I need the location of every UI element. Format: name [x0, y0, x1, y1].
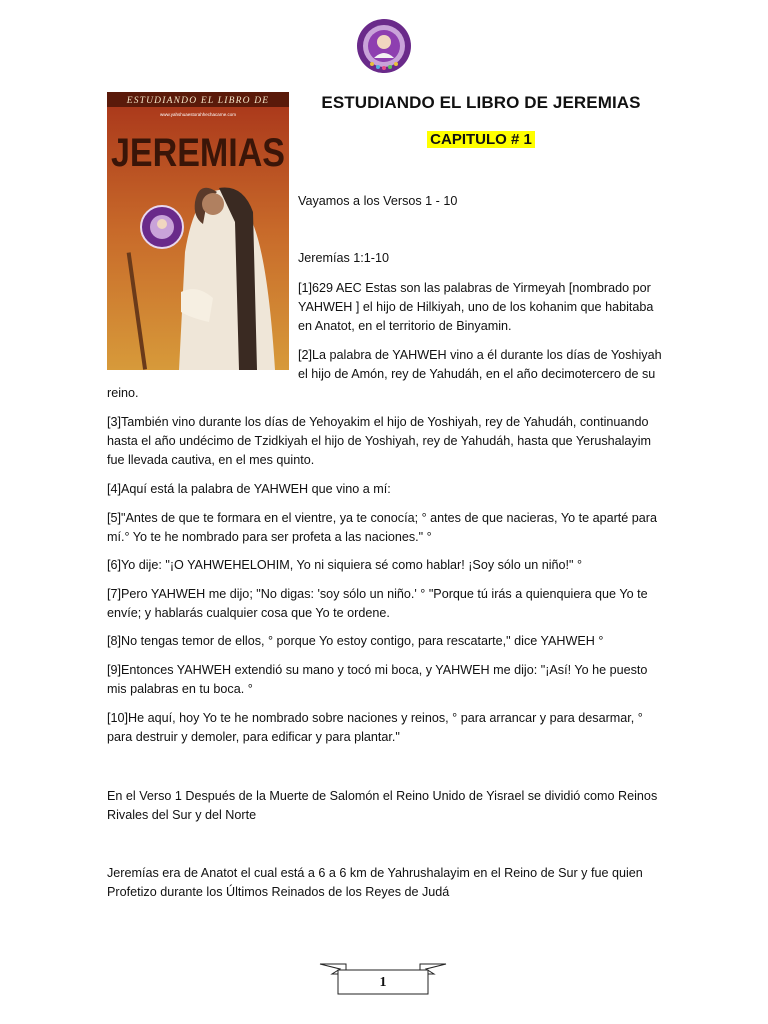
chapter-heading: CAPITULO # 1: [427, 131, 535, 148]
chapter-heading-wrap: [296, 131, 666, 149]
verse-8: [8]No tengas temor de ellos, ° porque Yo estoy contigo, para rescatarte," dice YAHWEH °: [107, 634, 604, 648]
page-number: 1: [379, 975, 387, 990]
page-title: ESTUDIANDO EL LIBRO DE JEREMIAS: [321, 93, 641, 112]
verse-5: [5]"Antes de que te formara en el vientre, ya te conocía; ° antes de que nacieras, Yo te aparté para mí.° Yo te he nombrado para ser profeta a las naciones." °: [107, 511, 657, 544]
reference-text: Jeremías 1:1-10: [298, 251, 389, 265]
cover-wrap-space: [107, 346, 298, 372]
ministry-seal-icon: [356, 18, 412, 74]
verse-10: [10]He aquí, hoy Yo te he nombrado sobre naciones y reinos, ° para arrancar y para desarmar, ° para destruir y demoler, para edificar y para plantar.": [107, 711, 643, 744]
intro-text: Vayamos a los Versos 1 - 10: [298, 194, 458, 208]
verse-3: [3]También vino durante los días de Yehoyakim el hijo de Yoshiyah, rey de Yahudáh, continuando hasta el año undécimo de Tzidkiyah el hijo de Yoshiyah, rey de Yahudáh, hasta que Yerushalayim fue llevada cautiva, en el mes quinto.: [107, 415, 652, 467]
book-cover-image: [107, 92, 289, 370]
verse-4: [4]Aquí está la palabra de YAHWEH que vino a mí:: [107, 482, 391, 496]
note-1: En el Verso 1 Después de la Muerte de Salomón el Reino Unido de Yisrael se dividió como Reinos Rivales del Sur y del Norte: [107, 789, 658, 822]
verse-2-flow: [107, 346, 665, 403]
cover-big-title: JEREMIAS: [111, 131, 285, 175]
verse-6: [6]Yo dije: "¡O YAHWEHELOHIM, Yo ni siquiera sé como hablar! ¡Soy sólo un niño!" °: [107, 558, 583, 572]
page-number-banner: [318, 958, 448, 996]
note-2: Jeremías era de Anatot el cual está a 6 a 6 km de Yahrushalayim en el Reino de Sur y fue quien Profetizo durante los Últimos Reinados de los Reyes de Judá: [107, 866, 643, 899]
cover-top-text: ESTUDIANDO EL LIBRO DE: [126, 96, 270, 106]
verse-1: [1]629 AEC Estas son las palabras de Yirmeyah [nombrado por YAHWEH ] el hijo de Hilkiyah, uno de los kohanim que habitaba en Anatot, en el territorio de Binyamin.: [298, 281, 654, 333]
cover-url-text: www.yahshuaestorahhechacarne.com: [159, 112, 237, 117]
verse-9: [9]Entonces YAHWEH extendió su mano y tocó mi boca, y YAHWEH me dijo: "¡Así! Yo he puesto mis palabras en tu boca. °: [107, 663, 648, 696]
verse-7: [7]Pero YAHWEH me dijo; "No digas: 'soy sólo un niño.' ° "Porque tú irás a quienquiera que Yo te envíe; y hablarás cualquier cosa que Yo te ordene.: [107, 587, 648, 620]
verse-2: [2]La palabra de YAHWEH vino a él durante los días de Yoshiyah el hijo de Amón, rey de Yahudáh, en el año decimotercero de su reino.: [107, 348, 662, 400]
